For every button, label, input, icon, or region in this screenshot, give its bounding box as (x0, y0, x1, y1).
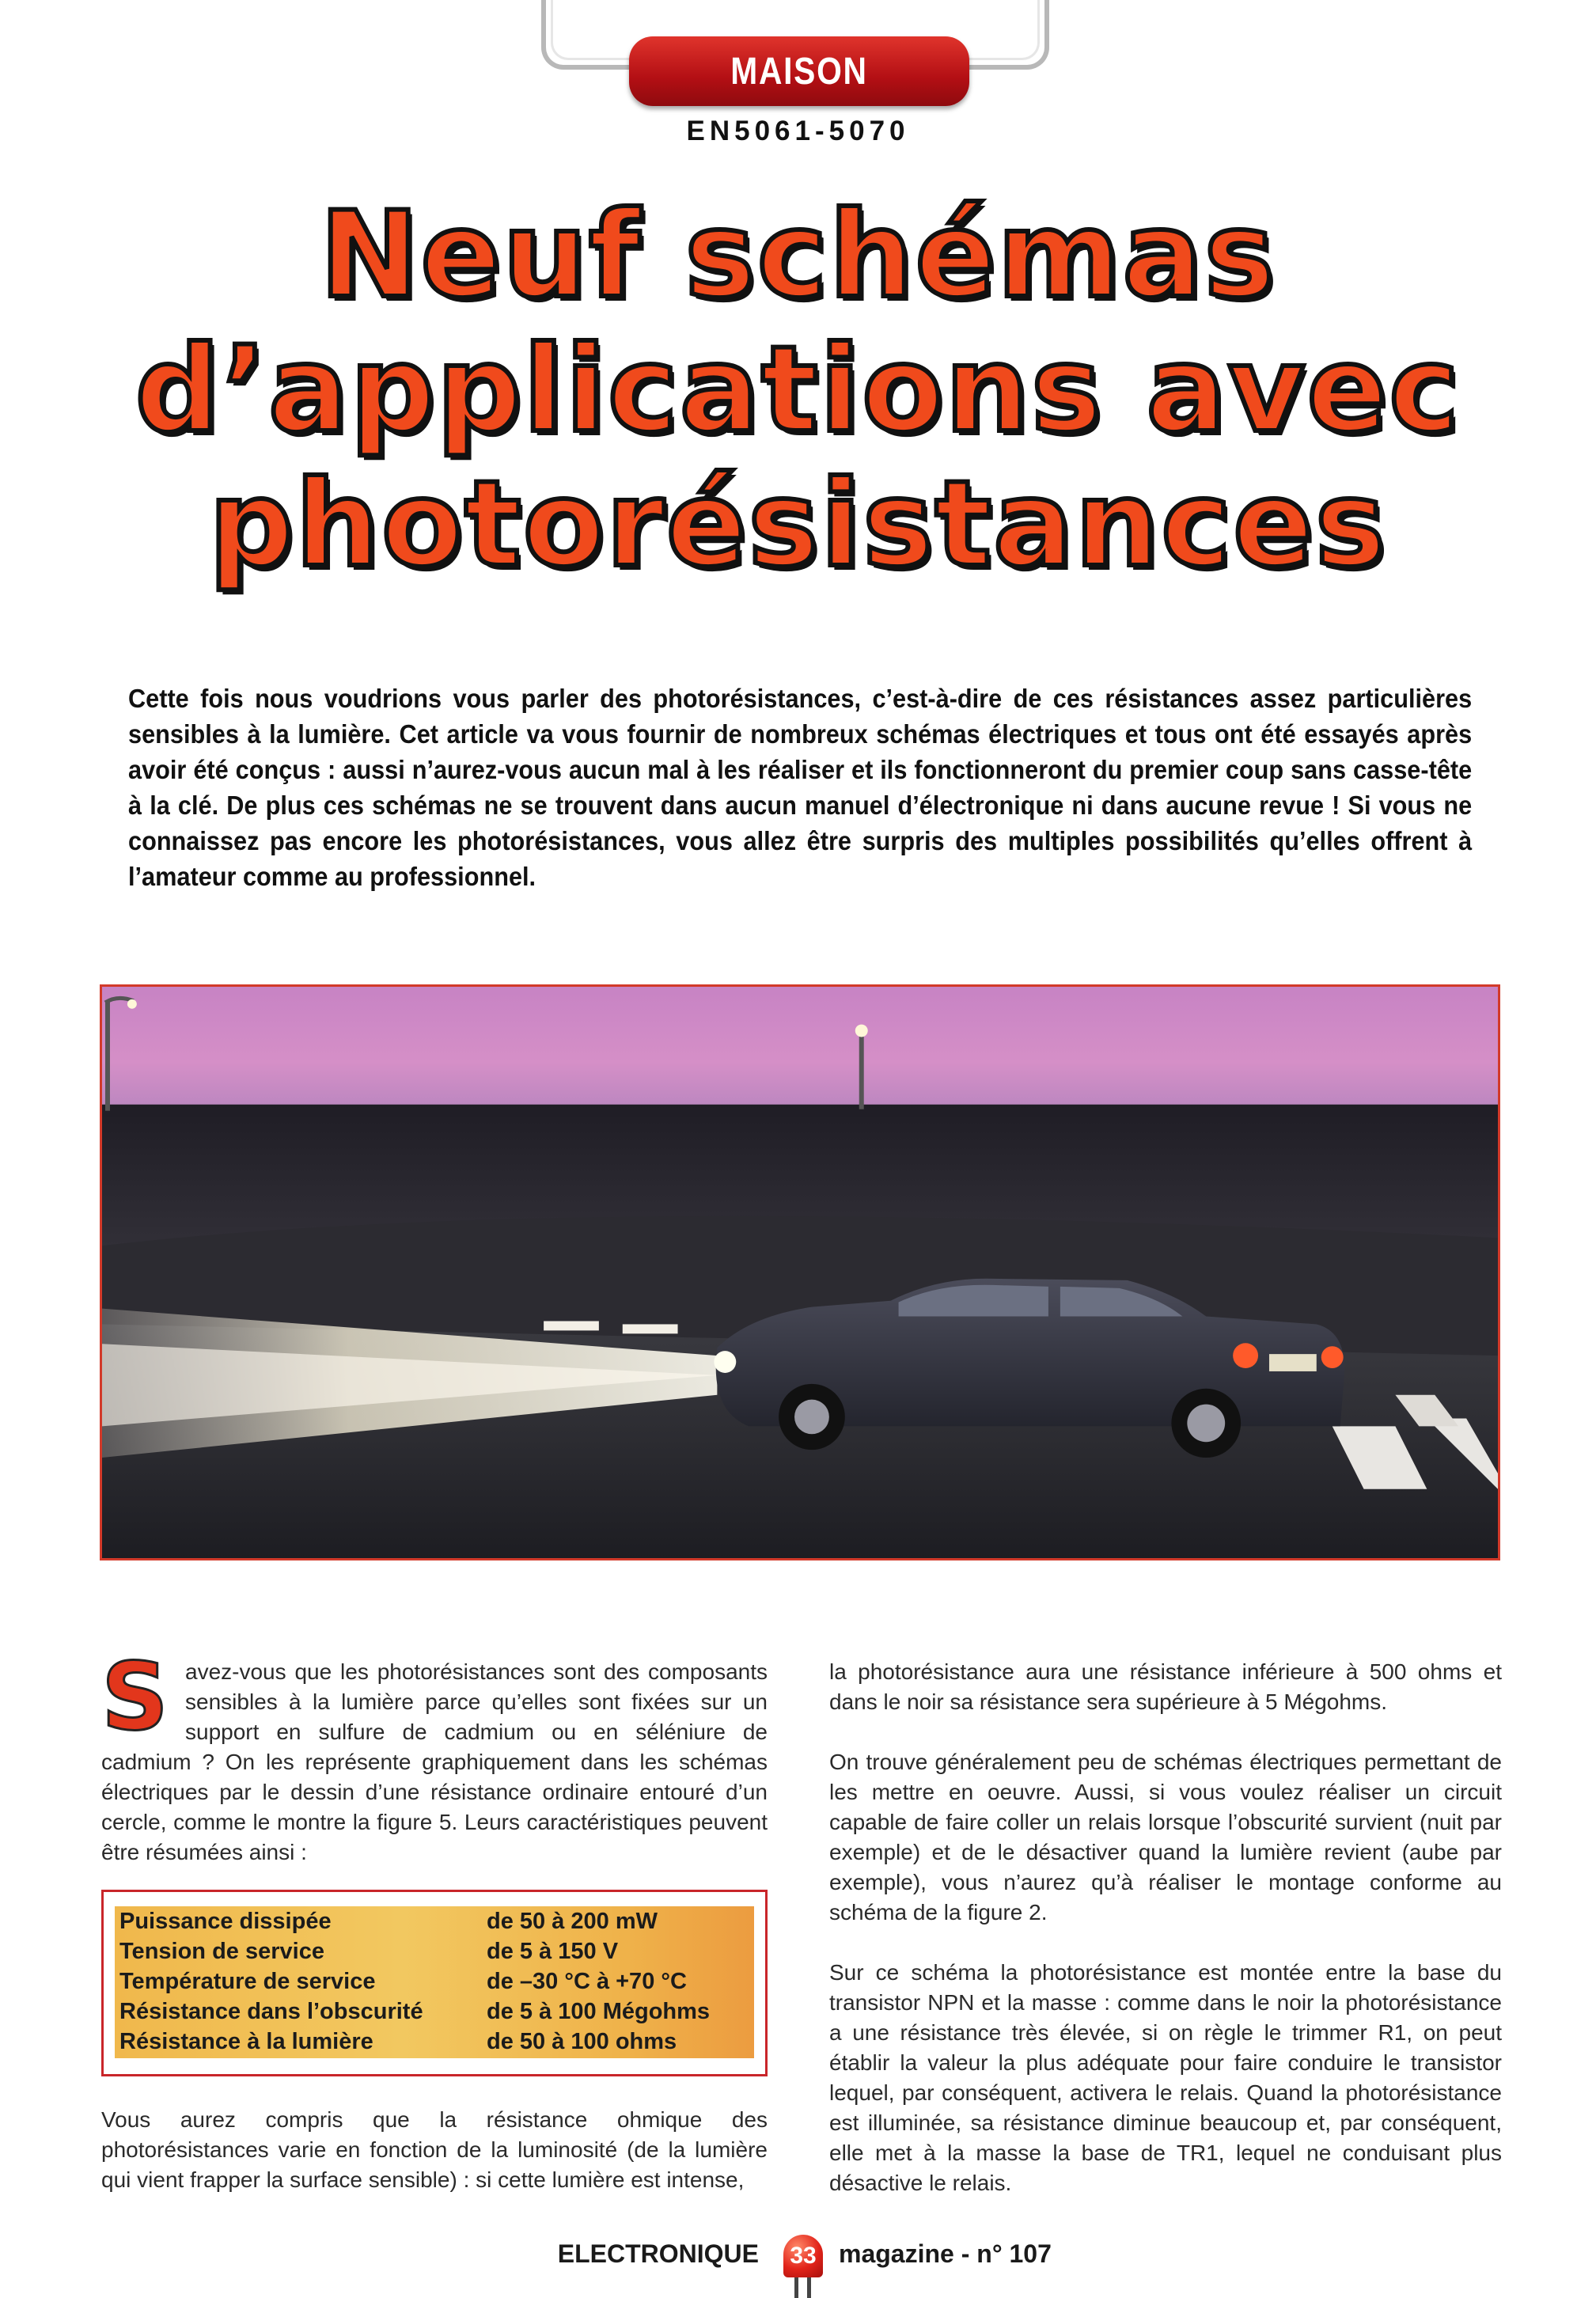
page-number: 33 (790, 2243, 817, 2269)
article-reference: EN5061-5070 (686, 116, 910, 146)
body-paragraph: avez-vous que les photorésistances sont des composants sensibles à la lumière parce qu’elles sont fixées sur un support en sulfure de cadmium ou en séléniure de cadmium ? On les représente graphiquement dans les schémas électriques par le dessin d’une résistance ordinaire entouré d’un cercle, comme le montre la figure 5. Leurs caractéristiques peuvent être résumées ainsi : (101, 1659, 768, 1864)
spec-row (115, 2027, 754, 2057)
page-footer (0, 2236, 1596, 2284)
section-label: MAISON (730, 50, 868, 93)
title-line-2: d’applications avec (135, 321, 1461, 459)
body-column-right (829, 1657, 1502, 2198)
body-paragraph: Vous aurez compris que la résistance ohmique des photorésistances varie en fonction de la luminosité (de la lumière qui vient frapper la surface sensible) : si cette lumière est intense, (101, 2107, 768, 2192)
spec-label: Puissance dissipée (119, 1909, 332, 1934)
spec-label: Résistance dans l’obscurité (119, 1999, 423, 2024)
body-column-left-continued (101, 2105, 768, 2195)
dropcap-letter: S (101, 1642, 169, 1751)
led-page-icon (780, 2235, 826, 2296)
lead-paragraph: Cette fois nous voudrions vous parler des photorésistances, c’est-à-dire de ces résistances assez particulières sensibles à la lumière. Cet article va vous fournir de nombreux schémas électriques et tous ont été essayés après avoir été conçus : aussi n’aurez-vous aucun mal à les réaliser et ils fonctionneront du premier coup sans casse-tête à la clé. De plus ces schémas ne se trouvent dans aucun manuel d’électronique ni dans aucune revue ! Si vous ne connaissez pas encore les photorésistances, vous allez être surpris des multiples possibilités qu’elles offrent à l’amateur comme au professionnel. (128, 684, 1473, 891)
car-headlights-illustration (102, 987, 1498, 1558)
body-column-left (101, 1642, 768, 1868)
characteristics-table-body (115, 1906, 754, 2058)
spec-row (115, 1906, 754, 1936)
spec-value: de 50 à 100 ohms (487, 2029, 677, 2054)
body-paragraph: la photorésistance aura une résistance inférieure à 500 ohms et dans le noir sa résistance sera supérieure à 5 Mégohms. (829, 1659, 1502, 1714)
article-title (0, 188, 1596, 592)
body-paragraph: Sur ce schéma la photorésistance est montée entre la base du transistor NPN et la masse : comme dans le noir la photorésistance a une résistance très élevée, si on règle le trimmer R1, on peut établir la valeur la plus adéquate pour faire conduire le transistor lequel, par conséquent, activera le relais. Quand la photorésistance est illuminée, sa résistance diminue beaucoup et, par conséquent, elle met à la masse la base de TR1, lequel ne conduisant plus désactive le relais. (829, 1960, 1502, 2195)
spec-row (115, 1936, 754, 1966)
dropcap (101, 1642, 177, 1751)
title-line-1: Neuf schémas (319, 187, 1277, 324)
spec-row (115, 1997, 754, 2027)
magazine-name: ELECTRONIQUE (557, 2239, 759, 2268)
spec-label: Température de service (119, 1969, 376, 1994)
characteristics-table (101, 1890, 768, 2076)
spec-label: Résistance à la lumière (119, 2029, 373, 2054)
spec-value: de 5 à 100 Mégohms (487, 1999, 711, 2024)
magazine-issue: magazine - n° 107 (839, 2239, 1052, 2268)
spec-label: Tension de service (119, 1939, 324, 1964)
title-line-3: photorésistances (208, 456, 1388, 593)
body-paragraph: On trouve généralement peu de schémas électriques permettant de les mettre en oeuvre. Aussi, si vous voulez réaliser un circuit capable de faire coller un relais lorsque l’obscurité survient (nuit par exemple) et de le désactiver quand la lumière revient (aube par exemple), vous n’aurez qu’à réaliser le montage conforme au schéma de la figure 2. (829, 1750, 1502, 1924)
spec-row (115, 1966, 754, 1997)
spec-value: de 50 à 200 mW (487, 1909, 658, 1934)
section-badge (629, 36, 969, 106)
spec-value: de –30 °C à +70 °C (487, 1969, 687, 1994)
spec-value: de 5 à 150 V (487, 1939, 619, 1964)
car-photo (100, 984, 1500, 1560)
